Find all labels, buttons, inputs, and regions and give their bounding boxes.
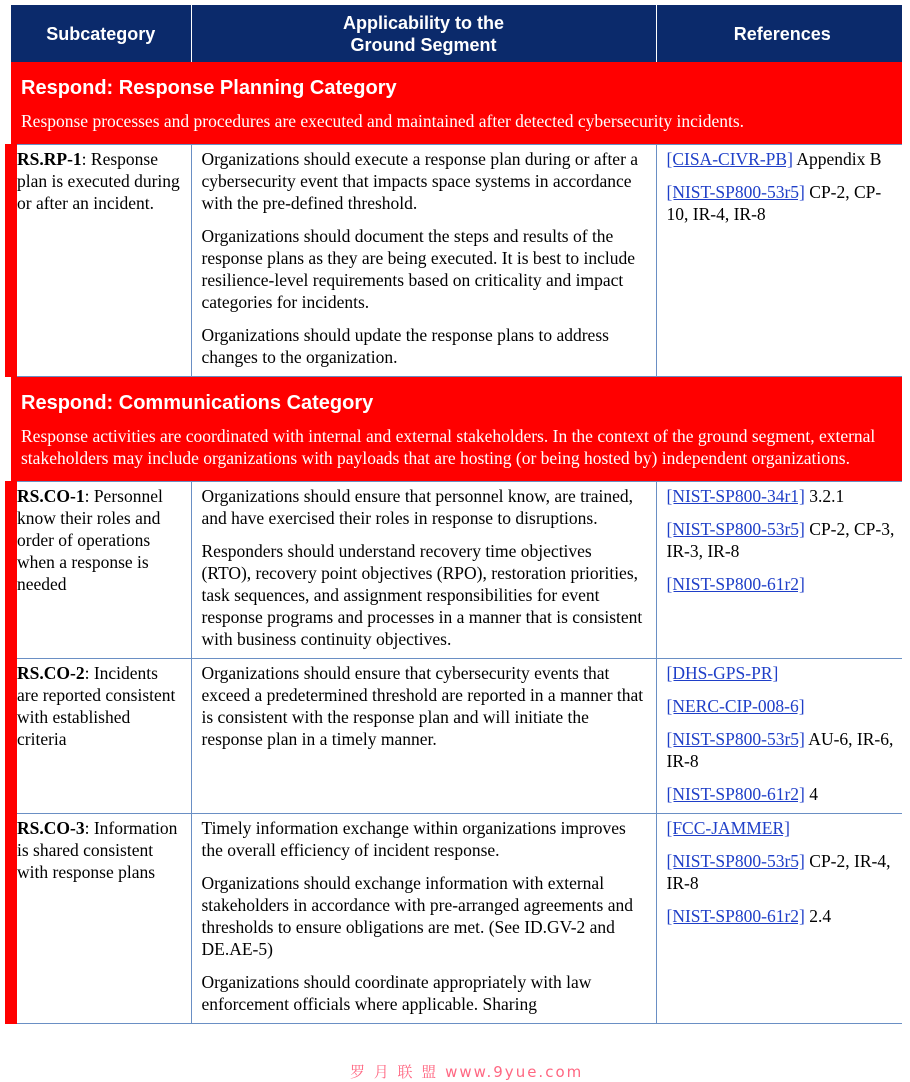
category-row bbox=[11, 62, 902, 145]
subcategory-id: RS.RP-1 bbox=[17, 149, 82, 169]
applicability-cell bbox=[191, 814, 656, 1024]
reference-item bbox=[667, 573, 896, 595]
reference-link[interactable]: [NIST-SP800-53r5] bbox=[666, 182, 805, 202]
reference-link[interactable]: [CISA-CIVR-PB] bbox=[666, 149, 793, 169]
applicability-paragraph: Timely information exchange within organizations improves the overall efficiency of incident response. bbox=[201, 818, 626, 860]
subcategory-text: : Information is shared consistent with response plans bbox=[17, 818, 178, 882]
reference-link[interactable]: [NIST-SP800-53r5] bbox=[666, 851, 805, 871]
category-title: Respond: Response Planning Category bbox=[21, 77, 397, 99]
applicability-paragraph: Organizations should exchange information with external stakeholders in accordance with pre-arranged agreements and thresholds to ensure obligations are met. (See ID.GV-2 and DE.AE-5) bbox=[201, 873, 633, 959]
reference-item bbox=[667, 518, 896, 562]
reference-detail: 3.2.1 bbox=[804, 486, 845, 506]
reference-detail: CP-2, CP-10, IR-4, IR-8 bbox=[666, 182, 882, 224]
subcategory-id: RS.CO-3 bbox=[17, 818, 85, 838]
subcategory-cell bbox=[11, 814, 191, 1024]
header-applicability-line1: Applicability to the bbox=[342, 12, 504, 33]
references-cell bbox=[656, 482, 902, 659]
watermark: 罗 月 联 盟 www.9yue.com bbox=[350, 1063, 584, 1081]
applicability-paragraph: Organizations should ensure that cybersecurity events that exceed a predetermined threshold are reported in a manner that is consistent with the response plan and will initiate the response plan in a timely manner. bbox=[201, 663, 644, 749]
table-row bbox=[11, 145, 902, 377]
reference-detail: AU-6, IR-6, IR-8 bbox=[666, 729, 894, 771]
subcategory-cell bbox=[11, 145, 191, 377]
references-cell bbox=[656, 145, 902, 377]
applicability-paragraph: Organizations should document the steps and results of the response plans as they are being executed. It is best to include resilience-level requirements based on criticality and impact categories for incidents. bbox=[201, 226, 635, 312]
reference-item bbox=[667, 728, 896, 772]
category-title: Respond: Communications Category bbox=[21, 392, 374, 414]
subcategory-cell bbox=[11, 659, 191, 814]
reference-item bbox=[667, 148, 896, 170]
header-references: References bbox=[656, 5, 902, 62]
csf-profile-table bbox=[5, 5, 902, 1024]
reference-detail: CP-2, CP-3, IR-3, IR-8 bbox=[666, 519, 895, 561]
reference-detail: 4 bbox=[804, 784, 819, 804]
subcategory-text: : Personnel know their roles and order of operations when a response is needed bbox=[17, 486, 163, 594]
reference-link[interactable]: [NIST-SP800-61r2] bbox=[666, 906, 805, 926]
subcategory-cell bbox=[11, 482, 191, 659]
category-description: Response processes and procedures are executed and maintained after detected cybersecurity incidents. bbox=[21, 111, 745, 131]
table-row bbox=[11, 814, 902, 1024]
table-row bbox=[11, 659, 902, 814]
applicability-paragraph: Organizations should coordinate appropriately with law enforcement officials where applicable. Sharing bbox=[201, 972, 592, 1014]
header-subcategory: Subcategory bbox=[11, 5, 191, 62]
reference-item bbox=[667, 662, 896, 684]
reference-detail: 2.4 bbox=[804, 906, 832, 926]
reference-link[interactable]: [DHS-GPS-PR] bbox=[666, 663, 779, 683]
applicability-paragraph: Responders should understand recovery time objectives (RTO), recovery point objectives (RPO), restoration priorities, task sequences, and assignment responsibilities for event response programs and processes in a manner that is consistent with business continuity objectives. bbox=[201, 541, 643, 649]
subcategory-text: : Response plan is executed during or after an incident. bbox=[17, 149, 180, 213]
applicability-paragraph: Organizations should ensure that personnel know, are trained, and have exercised their roles in response to disruptions. bbox=[201, 486, 634, 528]
reference-item bbox=[667, 485, 896, 507]
applicability-paragraph: Organizations should execute a response plan during or after a cybersecurity event that impacts space systems in accordance with the pre-defined threshold. bbox=[201, 149, 639, 213]
category-row bbox=[11, 377, 902, 482]
references-cell bbox=[656, 659, 902, 814]
table-row bbox=[11, 482, 902, 659]
reference-item bbox=[667, 695, 896, 717]
reference-link[interactable]: [NIST-SP800-61r2] bbox=[666, 784, 805, 804]
reference-link[interactable]: [NIST-SP800-53r5] bbox=[666, 519, 805, 539]
category-description: Response activities are coordinated with internal and external stakeholders. In the context of the ground segment, external stakeholders may include organizations with payloads that are hosting (or being hosted by) independent organizations. bbox=[21, 426, 876, 468]
reference-item bbox=[667, 905, 896, 927]
document-page bbox=[5, 5, 902, 1077]
reference-link[interactable]: [NIST-SP800-34r1] bbox=[666, 486, 805, 506]
applicability-cell bbox=[191, 482, 656, 659]
references-cell bbox=[656, 814, 902, 1024]
reference-detail: CP-2, IR-4, IR-8 bbox=[666, 851, 891, 893]
reference-item bbox=[667, 850, 896, 894]
applicability-paragraph: Organizations should update the response plans to address changes to the organization. bbox=[201, 325, 609, 367]
reference-link[interactable]: [NIST-SP800-53r5] bbox=[666, 729, 805, 749]
subcategory-id: RS.CO-1 bbox=[17, 486, 85, 506]
reference-detail: Appendix B bbox=[792, 149, 882, 169]
reference-item bbox=[667, 181, 896, 225]
table-header-row bbox=[11, 5, 902, 62]
subcategory-id: RS.CO-2 bbox=[17, 663, 85, 683]
reference-link[interactable]: [FCC-JAMMER] bbox=[666, 818, 790, 838]
reference-item bbox=[667, 817, 896, 839]
applicability-cell bbox=[191, 145, 656, 377]
applicability-cell bbox=[191, 659, 656, 814]
reference-item bbox=[667, 783, 896, 805]
reference-link[interactable]: [NERC-CIP-008-6] bbox=[666, 696, 805, 716]
subcategory-text: : Incidents are reported consistent with established criteria bbox=[17, 663, 176, 749]
header-applicability bbox=[191, 5, 656, 62]
reference-link[interactable]: [NIST-SP800-61r2] bbox=[666, 574, 805, 594]
header-applicability-line2: Ground Segment bbox=[350, 34, 497, 55]
